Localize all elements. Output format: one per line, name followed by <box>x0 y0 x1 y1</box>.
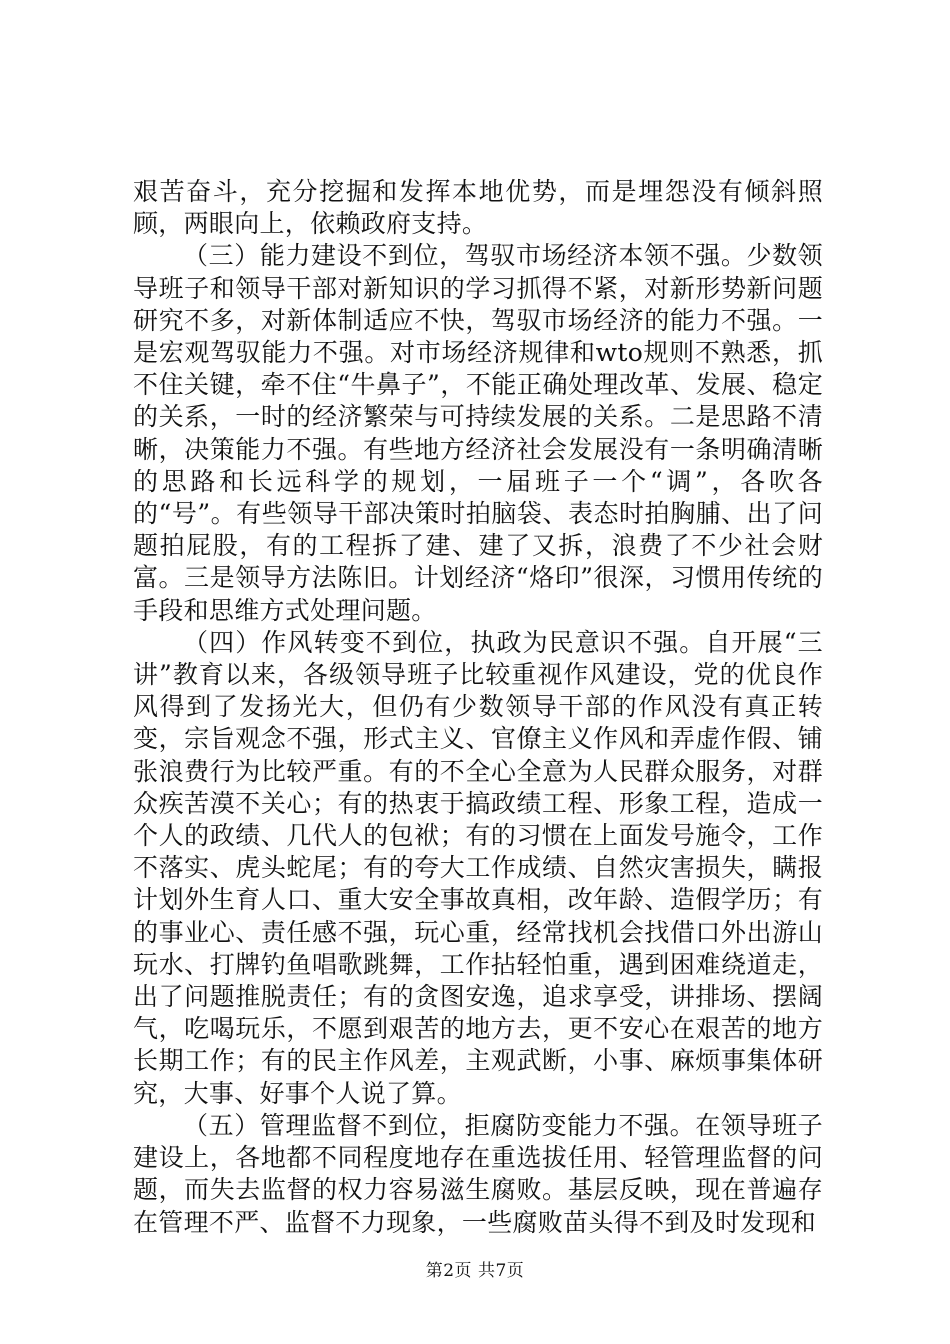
paragraph-section-five: （五）管理监督不到位，拒腐防变能力不强。在领导班子建设上，各地都不同程度地存在重选拔任用、轻管理监督的问题，而失去监督的权力容易滋生腐败。基层反映，现在普遍存在管理不严、监督不力现象，一些腐败苗头得不到及时发现和 <box>133 1110 823 1237</box>
page-footer: 第2页 共7页 <box>425 1261 525 1281</box>
paragraph-section-four: （四）作风转变不到位，执政为民意识不强。自开展“三讲”教育以来，各级领导班子比较重视作风建设，党的优良作风得到了发扬光大，但仍有少数领导干部的作风没有真正转变，宗旨观念不强，形式主义、官僚主义作风和弄虚作假、铺张浪费行为比较严重。有的不全心全意为人民群众服务，对群众疾苦漠不关心；有的热衷于搞政绩工程、形象工程，造成一个人的政绩、几代人的包袱；有的习惯在上面发号施令，工作不落实、虎头蛇尾；有的夸大工作成绩、自然灾害损失，瞒报计划外生育人口、重大安全事故真相，改年龄、造假学历；有的事业心、责任感不强，玩心重，经常找机会找借口外出游山玩水、打牌钓鱼唱歌跳舞，工作拈轻怕重，遇到困难绕道走，出了问题推脱责任；有的贪图安逸，追求享受，讲排场、摆阔气，吃喝玩乐，不愿到艰苦的地方去，更不安心在艰苦的地方长期工作；有的民主作风差，主观武断，小事、麻烦事集体研究，大事、好事个人说了算。 <box>133 627 823 1108</box>
paragraph-section-three: （三）能力建设不到位，驾驭市场经济本领不强。少数领导班子和领导干部对新知识的学习抓得不紧，对新形势新问题研究不多，对新体制适应不快，驾驭市场经济的能力不强。一是宏观驾驭能力不强。对市场经济规律和wto规则不熟悉，抓不住关键，牵不住“牛鼻子”，不能正确处理改革、发展、稳定的关系，一时的经济繁荣与可持续发展的关系。二是思路不清晰，决策能力不强。有些地方经济社会发展没有一条明确清晰的思路和长远科学的规划，一届班子一个“调”，各吹各的“号”。有些领导干部决策时拍脑袋、表态时拍胸脯、出了问题拍屁股，有的工程拆了建、建了又拆，浪费了不少社会财富。三是领导方法陈旧。计划经济“烙印”很深，习惯用传统的手段和思维方式处理问题。 <box>133 241 823 625</box>
paragraph-continuation: 艰苦奋斗，充分挖掘和发挥本地优势，而是埋怨没有倾斜照顾，两眼向上，依赖政府支持。 <box>133 177 823 239</box>
document-body <box>133 176 823 1239</box>
